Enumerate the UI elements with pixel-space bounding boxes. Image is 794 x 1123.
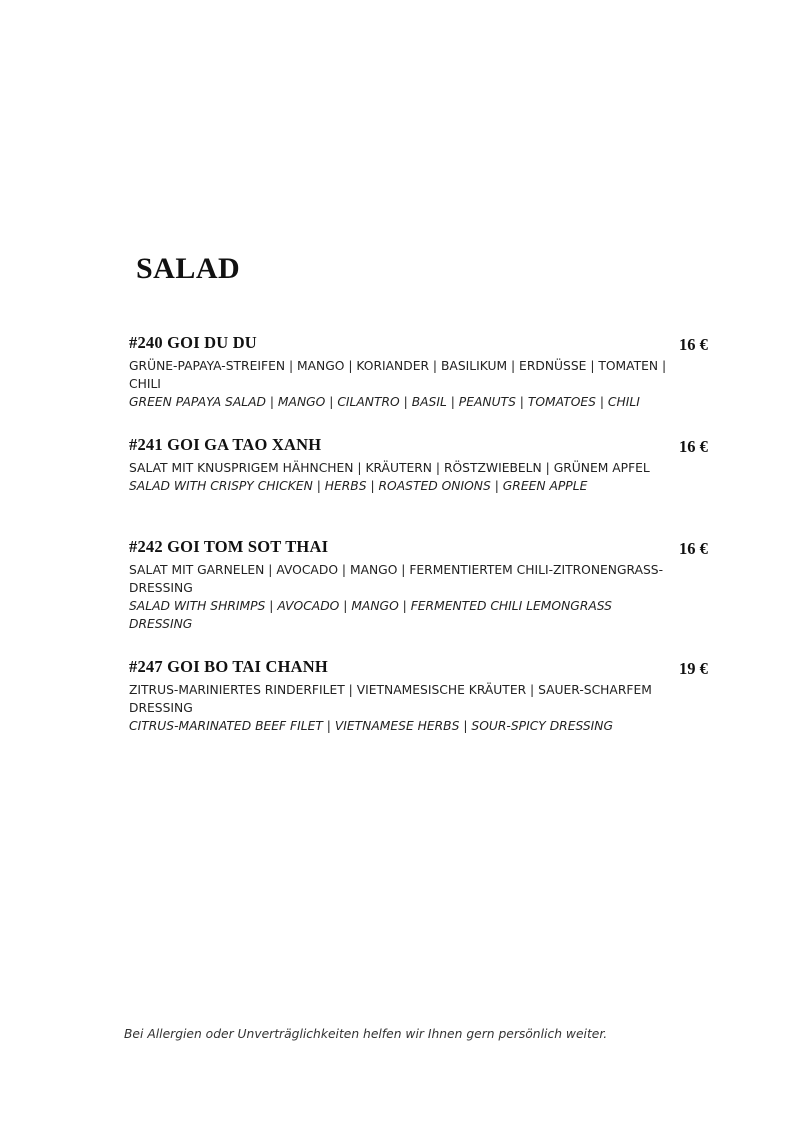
item-description-de: SALAT MIT GARNELEN | AVOCADO | MANGO | FERMENTIERTEM CHILI-ZITRONENGRASS-DRESSING (129, 563, 664, 595)
item-description-en: SALAD WITH SHRIMPS | AVOCADO | MANGO | FERMENTED CHILI LEMONGRASS DRESSING (129, 599, 612, 631)
item-price: 16 € (679, 437, 708, 456)
menu-item (129, 657, 719, 735)
item-price: 19 € (679, 659, 708, 678)
item-description-de: SALAT MIT KNUSPRIGEM HÄHNCHEN | KRÄUTERN | RÖSTZWIEBELN | GRÜNEM APFEL (129, 461, 650, 475)
section-title: SALAD (136, 252, 241, 285)
item-price: 16 € (679, 335, 708, 354)
item-description-de: ZITRUS-MARINIERTES RINDERFILET | VIETNAMESISCHE KRÄUTER | SAUER-SCHARFEM DRESSING (129, 683, 652, 715)
allergy-footnote: Bei Allergien oder Unverträglichkeiten helfen wir Ihnen gern persönlich weiter. (124, 1027, 608, 1041)
menu-item (129, 435, 719, 495)
item-name: #240 GOI DU DU (129, 333, 257, 352)
item-name: #241 GOI GA TAO XANH (129, 435, 322, 454)
menu-item (129, 537, 719, 633)
item-description-en: SALAD WITH CRISPY CHICKEN | HERBS | ROASTED ONIONS | GREEN APPLE (129, 479, 588, 493)
menu-item (129, 333, 719, 411)
item-price: 16 € (679, 539, 708, 558)
item-description-en: CITRUS-MARINATED BEEF FILET | VIETNAMESE HERBS | SOUR-SPICY DRESSING (129, 719, 614, 733)
item-description-en: GREEN PAPAYA SALAD | MANGO | CILANTRO | BASIL | PEANUTS | TOMATOES | CHILI (129, 395, 640, 409)
item-description-de: GRÜNE-PAPAYA-STREIFEN | MANGO | KORIANDER | BASILIKUM | ERDNÜSSE | TOMATEN | CHILI (129, 359, 667, 391)
item-name: #242 GOI TOM SOT THAI (129, 537, 329, 556)
item-name: #247 GOI BO TAI CHANH (129, 657, 328, 676)
